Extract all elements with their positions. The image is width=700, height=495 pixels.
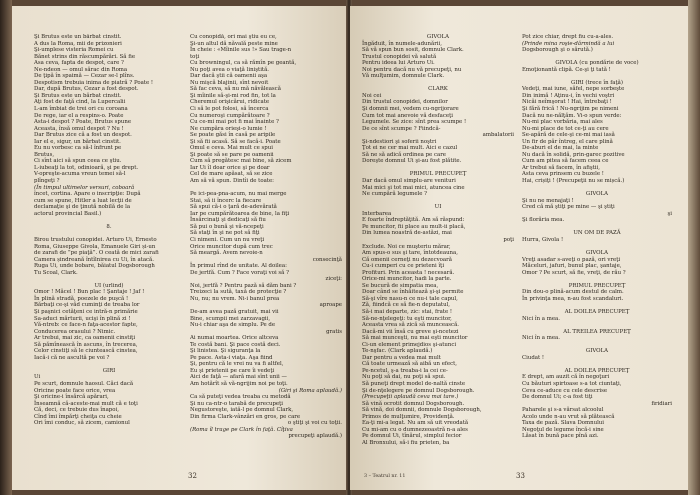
text-line: Nu-i chiar aşa de simplu. Pe de (190, 322, 276, 329)
left-page-column-2 (190, 34, 342, 440)
text-line: Conducerea orasului ? Nimic. (34, 328, 116, 335)
text-line: Legumele. Se zice: sînt prea scumpe ! (362, 119, 467, 126)
text-line: GIVOLA (585, 348, 609, 355)
text-line: Din inimă ! Aţinu-i, în vechi voştri (522, 92, 615, 99)
text-line: PRIMUL PRECUPEŢ (409, 171, 467, 178)
text-line: Aici de faţă — afară mai sînt unii — (190, 374, 287, 381)
text-line: Roma, Giuseppe Givola, Emanuele Giri și-un (34, 243, 156, 250)
text-line: Pe scurt, domnule haosul. Căci dacă (34, 380, 134, 387)
text-line: Ciudat ! (522, 354, 545, 361)
text-line: A dus la Roma, mii de prizonieri (34, 40, 122, 47)
text-line: Înseamnă că-aceste-mai mult că e toţi (34, 400, 138, 407)
text-line: Să pămînească în ascuns, în trecerea, (34, 341, 138, 348)
text-line: Eu nu vorbesc ca să-l înfrunt pe (34, 145, 122, 152)
text-line: Aceasta, însă omul despot ? Nu ! (34, 125, 124, 132)
text-line: cum se spune, Hitler a luat lecţii de (34, 197, 132, 204)
text-line: De rege, iar el a respins-o. Poate (34, 112, 124, 119)
text-line: (Prinde mina roşie-dărmindă a lui (522, 40, 615, 47)
text-line: Asta ceva prinsem cu buzele ! (522, 171, 604, 178)
text-line: Din dou-o plină-acum destul de calm. (522, 289, 624, 296)
text-line: De-aburi el de mai, la minte (522, 145, 599, 152)
text-line: Şi fără frică ! Nu-ngrijim pe nimeni (522, 106, 619, 113)
text-line: Nu mişcă blajinii, sînt nevoit (190, 79, 269, 86)
text-line: Asa ceva, fapta de despot, care ? (34, 60, 124, 67)
text-line: Nu dacă în solidă, prin-garec pozitive (522, 151, 625, 158)
text-line: Vreţi asadar s-aveţi o pază, ori vreţi (522, 256, 621, 263)
text-line: Să-i mai departe, zic: stai, frate ! (362, 308, 453, 315)
text-line: Dar Brutus zice că a fost un despot. (34, 132, 132, 139)
text-line: Iar Ui îl doar orice şi pe doar (190, 164, 270, 171)
text-line: aproape (319, 302, 342, 309)
text-line: Profituri. Prin aceasta ! necesară. (362, 269, 455, 276)
text-line: poţi (503, 236, 514, 243)
text-line: Te-nşfac. (Clark aplaudă.) (362, 348, 433, 355)
text-line: Nu, nu; nu vrem. Ni-i banul prea (190, 295, 280, 302)
text-line: Lăsat în bună pace pînă azi. (522, 433, 599, 440)
text-line: Şi oricine-i însărcă apărari, (34, 394, 109, 401)
text-line: declamaţie şi de ţinută nobilă de la (34, 204, 131, 211)
text-line: Ne cumpără legumele ? (362, 191, 428, 198)
text-line: Exclude. Noi ce muşteriu mărar, (362, 243, 451, 250)
text-line: Să pui o bună şi vă-ncepeţi (190, 223, 264, 230)
text-line: Cu numeroşi cumpărătoare ? (190, 112, 270, 119)
text-line: actorul provincial Basil.) (34, 210, 102, 217)
text-line: GIVOLA (585, 191, 609, 198)
text-line: Bine, scumpii mei zarzavagii, (190, 315, 271, 322)
text-line: Stai, să ii încerc la fiecare (190, 197, 262, 204)
text-line: Şi nu ca-ntr-o tarabă de precupeţi (190, 400, 283, 407)
text-line: Brutus, (34, 151, 55, 158)
text-line: Se bucură de simpatia mea, (362, 282, 439, 289)
text-line: Să-ne-nţelegeţi: tu eşti muncitor, (362, 315, 452, 322)
text-line: o ştiţi şi voi cu toţii. (287, 420, 342, 427)
text-line: (Giri şi Roma aplaudă.) (278, 387, 342, 394)
text-line: Ci să le pot folosi, să încerca (190, 106, 269, 113)
text-line: Omor ? Pe scurt, să fie, vreţi, de rău ? (522, 269, 626, 276)
text-line: De ţipă în spaimă — Cezar se-l plîns. (34, 73, 135, 80)
text-line: Să fac ceva, să nu mă năvălească (190, 86, 281, 93)
text-line: Şi nu ne menajaţi ! (522, 197, 574, 204)
text-line: Interbarea (362, 210, 392, 217)
text-line: PRIMUL PRECUPEŢ (568, 282, 626, 289)
text-line: Ruga Ui, unde bobare, băiatul Dogsborough (34, 263, 155, 270)
text-line: Măceluri, jafuri, bunul plac, şantaje, (522, 263, 622, 270)
text-line: Însărcinaţi şi dedicaţi să fiu (190, 217, 266, 224)
text-line: Pe pace. Asta-i viaţa. Aşa fiind (190, 354, 273, 361)
text-line: Dacă nu ne-nălţăm. Vi-o spun verde: (522, 112, 622, 119)
text-line: precupeţi aplaudă.) (288, 433, 342, 440)
text-line: Omor ! Măcel ! Bun plac ! Şantaje ! Jaf ! (34, 289, 145, 296)
text-line: Nici în a mea. (522, 335, 560, 342)
text-line: Am hotărît să vă-ngrijim noi pe toţi. (190, 380, 288, 387)
text-line: Ori îmi conduc, să zicem, camionul (34, 420, 130, 427)
right-page (350, 6, 688, 490)
text-line: Ci sînt aici să spun ceea ce ştiu. (34, 158, 122, 165)
text-line: Tu Scoal, Clark. (34, 269, 78, 276)
text-line: Şi Brutus este un bărbat cinstit. (34, 34, 122, 40)
text-line: Să vină ocrotit domnul Dogsborough. (362, 400, 465, 407)
text-line: Să meargă. Avem nevoie-n (190, 250, 263, 257)
text-line: Pe domnul Ui, tînărul, simplul fecior (362, 433, 462, 440)
text-line: Şi florăria mea. (522, 217, 565, 224)
text-line: şi (667, 210, 672, 217)
text-line: Şi-ndestiori şi soferii noştri (362, 138, 437, 145)
text-line: (Roma îl trage pe Clark în faţă. Cîţiva (190, 426, 293, 433)
text-line: Se-apără de cele-şi ce-mi mai iasă (522, 132, 615, 139)
text-line: Că, deci, ce trebuie dus înapoi, (34, 407, 119, 414)
text-line: Pe ici-pea-pna-acum, nu mai merge (190, 191, 287, 198)
text-line: Cel de mare apăsat, să se zice (190, 171, 273, 178)
text-line: AL DOILEA PRECUPEŢ (564, 308, 630, 315)
text-line: Îngăduit, în numele-adunării, (362, 40, 442, 47)
text-line: Să vină, doi domnii, domnule Dogsborough, (362, 407, 482, 414)
text-line: Noi cei (362, 92, 382, 99)
text-line: De jertfă. Cum ? Face voraţi voi să ? (190, 269, 289, 276)
text-line: Omul e ceva. Mai mult ce spui (190, 145, 273, 152)
text-line: Vedeţi, mai iune, săfel, nepe sorbeşte (522, 86, 625, 93)
text-line: L-iubeaţi la tot, odinioară, şi pe drept. (34, 164, 139, 171)
text-line: Nu poţi avea o viaţă liniştită. (190, 66, 270, 73)
text-line: Ea-ţi mi-a legat. Nu am să uit vreodată (362, 420, 469, 427)
text-line: Orice muncitor după cum trec (190, 243, 273, 250)
text-line: Ar trebui să facem, în afiştii, (522, 164, 600, 171)
text-line: Dar, după Brutus, Cezar a fost despot. (34, 86, 139, 93)
text-line: Ne-ndeon — omul sărac din Roma (34, 66, 128, 73)
text-line: Doar când se înhăitează şi-şi permite (362, 289, 464, 296)
text-line: Şi mîinile să-şi-mi rod fin, tot la (190, 92, 276, 99)
text-line: Doreşte domnul Ui şi-au fost plătite. (362, 158, 462, 165)
text-line: L-am îmbiat de trei ori cu coroana (34, 106, 128, 113)
text-line: GIVOLA (426, 34, 450, 40)
text-line: Sa-aduci mărturii, ucişi în plină zi ! (34, 315, 131, 322)
text-line: Am să vă spun. Dintîi de toate: (190, 178, 274, 185)
text-line: Să spui că-i o ţară de-adevărată (190, 204, 277, 211)
text-line: Nu-mi plac vorbăria, mai ales (522, 119, 603, 126)
text-line: Ceva ce-aduce cu cele descrise (522, 387, 608, 394)
text-line: Aceasta vrea să zică să muncească. (362, 322, 460, 329)
text-line: Hurra, Givola ! (522, 236, 564, 243)
text-line: GIVOLA (585, 250, 609, 257)
right-page-number: 33 (516, 472, 525, 480)
text-line: Birou trustului conopidei. Arturo Ui, Ernesto (34, 236, 157, 243)
text-line: Şi-un altul dă năvală peste mine (190, 40, 278, 47)
text-line: Că omenii cerneţi nu dezecvoară (362, 256, 452, 263)
text-line: Dacă-mi vii însă cu greve şi-ncetezi (362, 328, 459, 335)
text-line: UN OM DE PAZĂ (573, 230, 621, 237)
text-line: De domnul Ui; c-a fost tiţi (522, 394, 593, 401)
text-line: Să ne să adică ordinea pe care (362, 151, 446, 158)
text-line: Dogsborough şi o sărută.) (522, 47, 593, 54)
text-line: gratis (326, 328, 342, 335)
text-line: E drept, am auzit că în negoţuri (522, 374, 610, 381)
right-page-footer: 3 – Teatrul nr. 11 (364, 474, 406, 479)
text-line: Oricine poate face orice, vrea (34, 387, 116, 394)
text-line: Din lumea noastră de-astăzi, mai (362, 230, 452, 237)
text-line: Paharele şi s-a vărsat alcoolul (522, 407, 604, 414)
text-line: AL TREILEA PRECUPEŢ (563, 328, 631, 335)
text-line: Iar el e, sigur, un bărbat cinstit. (34, 138, 121, 145)
text-line: Un fir de păr întreg, el care plină (522, 138, 613, 145)
text-line: Cu ce-mi mai pot fi mai înainte ? (190, 119, 279, 126)
text-line: Ne cumpăra orieşi-o lumie ! (190, 125, 267, 132)
text-line: Am spus-o sus şi tare, întotdeauna, (362, 250, 458, 257)
text-line: E foarte îndreptăţită. Am să răspund: (362, 217, 465, 224)
text-line: Hai, crișiţi ! (Precupeţii nu se mișcă.) (522, 178, 625, 185)
text-line: Din firma Clark-vânzări en gros, pe care (190, 413, 301, 420)
text-line: Să vă spun bun sosit, domnule Clark. (362, 47, 464, 54)
text-line: Asta-i despot ? Poate, Brutus spune (34, 119, 132, 126)
text-line: UI (urlind) (94, 282, 124, 289)
text-line: V-opreşte-acuma vreun temei să-l (34, 171, 126, 178)
text-line: GIRI (102, 367, 116, 374)
text-line: Şi poate să se pare pe oamenii (190, 151, 274, 158)
text-line: Şi domnii mei, vedem cu-ngrijorare (362, 106, 459, 113)
text-line: Pentru ideea lui Arturo Ui. (362, 60, 435, 67)
right-page-column-2 (522, 34, 672, 440)
text-line: Bărbaţi ce-şi văd cuminţi de treaba lor (34, 302, 140, 309)
text-line: Vă mulţumim, domnule Clark. (362, 73, 445, 80)
text-line: Mai mici şi tot mai mici, atuncea cine (362, 184, 465, 191)
text-line: Dar pentru a vedea mai mult (362, 354, 441, 361)
text-line: Ca să puteţi vedea treaba cu metodă (190, 394, 291, 401)
book-edge-right (688, 0, 700, 495)
text-line: Acolo unde n-au vrut să plătească (522, 413, 615, 420)
text-line: plîngeţi ? (34, 178, 60, 185)
text-line: Cu-i cumperi cu ce prieteni îţi (362, 263, 445, 270)
text-line: De-am avea pază gratuit, mai vii (190, 308, 279, 315)
text-line: Orice-mi muncitor, hadi la parte. (362, 276, 452, 283)
text-line: AL DOILEA PRECUPEŢ (564, 367, 630, 374)
text-line: Ci nimeni. Cum un nu vreţi (190, 236, 265, 243)
text-line: Noi pentru dacă nu vă precupeţi, nu (362, 66, 462, 73)
text-line: Nicăi neîmşorat ! Hai, întrebaţi ! (522, 99, 612, 106)
text-line: Cheremul orişicărui, ridicate (190, 99, 270, 106)
text-line: Negustoreşte, iată-l pe domnul Clark, (190, 407, 294, 414)
text-line: 8. (106, 223, 112, 230)
text-line: Să puneţi drept model de-naltă cinste (362, 380, 466, 387)
text-line: Pot zice chiar, drept fiu cu-a-ales. (522, 34, 614, 40)
text-line: Eu şi prietenii pe care îi vedeţi (190, 367, 275, 374)
text-line: de zarafi de ”pe piaţă”. O ceată de mici zarafi (34, 250, 159, 257)
text-line: Iacă-i că ne ascultă pe voi ? (34, 354, 110, 361)
text-line: Se poate găsi în casă pe aripile (190, 132, 276, 139)
text-line: Al Bronxului, să-i fiu prieten, ba (362, 439, 450, 446)
left-page-column-1 (34, 34, 184, 427)
text-line: Cu browningul, ca să rămîn pe geantă, (190, 60, 297, 67)
text-line: Ai numai moartea. Orice altceva (190, 335, 279, 342)
text-line: încet, cortina. Apare o inscripţie: După (34, 191, 141, 198)
text-line: Dar dacă ştii că oamenii aşa (190, 73, 268, 80)
text-line: Iar pe cumpărătoarea de bine, la fiţi (190, 210, 290, 217)
text-line: Te costă bani. Şi pace costă deci. (190, 341, 281, 348)
text-line: Ci-un element primejdios şi-atunci (362, 341, 457, 348)
text-line: Primos de mulţumire, Providenţă. (362, 413, 455, 420)
text-line: UI (434, 204, 442, 211)
text-line: Cred că mă ştiţi pe mine — şi ştiţi (522, 204, 615, 211)
text-line: consecinţă (312, 256, 342, 263)
text-line: În primul rînd de unitate. Al doilea: (190, 263, 287, 270)
text-line: (În timpul ultimelor versuri, coboară (34, 184, 135, 191)
text-line: Cu mi-am cu o dumnezeoastră n-a ales (362, 426, 468, 433)
text-line: Negoţul de legume încă-i sine (522, 426, 604, 433)
text-line: Cum am pitea să facem ceea ce (522, 158, 609, 165)
text-line: Nu poţi să dai, nu poţi să spui. (362, 374, 446, 381)
text-line: Noi, jertfă ? Pentru pază să dăm bani ? (190, 282, 297, 289)
text-line: Că toate urmează să aibă un efect, (362, 361, 458, 368)
text-line: Să staţi în şi ne pot să fiţi (190, 230, 260, 237)
text-line: Nici în a mea. (522, 315, 560, 322)
text-line: Dar dacă omul simplu-are venituri (362, 178, 456, 185)
text-line: Să-şi vîre nasu-n ce nu-i tale capul, (362, 295, 458, 302)
text-line: Şi, pentru că le vrei nu va fi altfel, (190, 361, 284, 368)
text-line: Şi linistea. Şi siguranţa la (190, 348, 261, 355)
text-line: Camera șindreană întîlnirea cu Ui, în atacă. (34, 256, 154, 263)
left-page (12, 6, 348, 490)
text-line: Pe muncitor, fii place au mult-ii placă, (362, 223, 466, 230)
left-page-number: 32 (188, 472, 197, 480)
text-line: (Precupeţii aplaudă ceva mai tare.) (362, 394, 459, 401)
text-line: Aţi fost de faţă cind, la Lupercalii (34, 99, 126, 106)
text-line: CLARK (428, 86, 448, 93)
text-line: Cu conopidă, ori mai ştiu eu ce, (190, 34, 277, 40)
text-line: Ar trebui, mai zic, ca oamenii cinstiţi (34, 335, 136, 342)
text-line: Emoţionantă clipă. Ce-şi ţi tată ! (522, 66, 611, 73)
text-line: În plină stradă, poezele de puşcă ! (34, 295, 129, 302)
text-line: Şi paşnici cetăţeni ce intră-n primărie (34, 308, 138, 315)
text-line: Ză, fiindcă ce să fie-n deputatul, (362, 302, 451, 309)
text-line: Din trustul conopidei, domnilor (362, 99, 448, 106)
text-line: toţi (190, 53, 200, 60)
text-line: Trustul conopidei vă salută (362, 53, 437, 60)
text-line: GIVOLA (cu pondărie de voce) (555, 60, 639, 67)
text-line: Să mai munceşti, nu mai eşti muncitor (362, 335, 468, 342)
text-line: Cu băuturi spirtoase s-a tot ciuntaţi, (522, 380, 622, 387)
right-page-column-1 (362, 34, 514, 446)
text-line: ambalatorii (482, 132, 514, 139)
text-line: În cheie : «Mîinile sus !» Sau trage-n (190, 47, 292, 54)
text-line: Celor cinstiţi să le ciuntească cinstea, (34, 348, 138, 355)
text-line: Cînd îmi împărţi cheiţa cu cheie (34, 413, 122, 420)
text-line: Treizeci la sută, taxă de protecţie ? (190, 289, 287, 296)
text-line: ziceţi: (325, 276, 342, 283)
text-line: Ţot ei ne cer mai mult. Aici e cazul (362, 145, 458, 152)
text-line: Vă-ntreb: ce face-n faţa-acestor fapte, (34, 322, 138, 329)
text-line: Ui (34, 374, 41, 381)
text-line: Şi să fii acasă. Să se facă-i. Poate (190, 138, 281, 145)
text-line: Şi-umplese visteria Romei cu (34, 47, 114, 54)
text-line: Pe-ncetul, ş-a treaba-i la cei ce- (362, 367, 448, 374)
text-line: Bănet strins din răscumpărări. Să fie (34, 53, 136, 60)
text-line: Şi de-nţelegere pe domnul Dogsborough. (362, 387, 475, 394)
book-edge-left (0, 0, 12, 495)
text-line: GIRI (trece în faţă) (571, 79, 623, 86)
text-line: Despotism trebuia inima de piatră ? Poate ! (34, 79, 154, 86)
text-line: În privinţa mea, n-au fost scandaluri. (522, 295, 624, 302)
text-line: firidiari (651, 400, 672, 407)
text-line: De ce sînt scumpe ? Fiindcă- (362, 125, 441, 132)
text-line: Şi Brutus este un bărbat cinstit. (34, 92, 122, 99)
text-line: Nu-mi place de tot ce-ţi au cere (522, 125, 609, 132)
text-line: Cum tot mai anevoie vă desfaceţi (362, 112, 453, 119)
text-line: Cum să pregătesc mai bine, să zicem (190, 158, 292, 165)
text-line: Taxa de pază. Slava Domnului (522, 420, 605, 427)
